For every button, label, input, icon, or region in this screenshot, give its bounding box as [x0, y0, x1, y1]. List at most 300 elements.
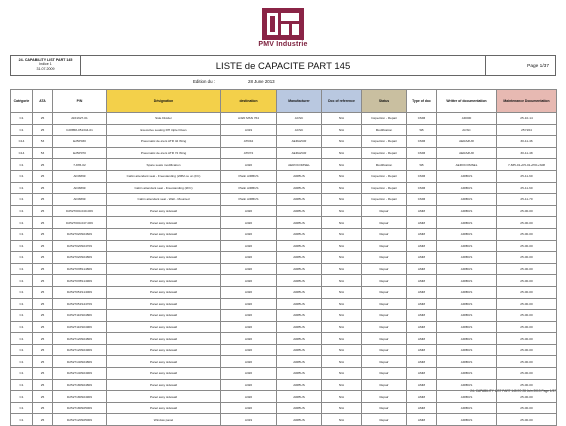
- cell-doc-type: CMM: [407, 182, 437, 194]
- table-row: [11, 205, 557, 217]
- cell-pn: 7-835-02: [53, 159, 107, 171]
- table-row: [11, 147, 557, 159]
- cell-doc-type: CMM: [407, 194, 437, 206]
- cell-status: Repair: [362, 298, 407, 310]
- cell-category: C1: [11, 368, 33, 380]
- cell-designation: Panel assy sidewall: [107, 310, 221, 322]
- cell-status: Repair: [362, 275, 407, 287]
- cell-manufacturer: AIRBUS: [277, 263, 322, 275]
- cell-doc-reference: N/A: [322, 414, 362, 426]
- cell-manufacturer: AIRBUS: [277, 240, 322, 252]
- cell-manufacturer: AIRBUS: [277, 298, 322, 310]
- cell-pn: D2527020S04709: [53, 240, 107, 252]
- cell-doc-writer: AIRBUS: [437, 252, 497, 264]
- cell-manufacturer: AIRBUS: [277, 194, 322, 206]
- pmv-logo-icon: [262, 8, 304, 40]
- cell-manufacturer: AIRBUS: [277, 356, 322, 368]
- cell-doc-writer: AIRBUS: [437, 356, 497, 368]
- cell-destination: Platin AIRBUS: [221, 170, 277, 182]
- cell-doc-reference: N/A: [322, 170, 362, 182]
- cell-doc-reference: N/A: [322, 159, 362, 171]
- cell-doc-reference: N/A: [322, 402, 362, 414]
- cell-doc-type: AMM: [407, 344, 437, 356]
- cell-ata: 25: [33, 414, 53, 426]
- cell-maintenance-doc: 25-00-00: [497, 344, 557, 356]
- cell-category: C1: [11, 113, 33, 125]
- cell-destination: A320: [221, 159, 277, 171]
- table-row: [11, 182, 557, 194]
- cell-destination: A320: [221, 368, 277, 380]
- cell-doc-writer: AIRBUS: [437, 391, 497, 403]
- document-title: LISTE de CAPACITE PART 145: [215, 61, 351, 72]
- cell-doc-reference: N/A: [322, 356, 362, 368]
- cell-category: C1: [11, 263, 33, 275]
- cell-destination: A320: [221, 344, 277, 356]
- cell-pn: D2527180S04809: [53, 379, 107, 391]
- cell-category: C1: [11, 170, 33, 182]
- cell-destination: A320: [221, 333, 277, 345]
- cell-doc-type: AMM: [407, 310, 437, 322]
- cell-manufacturer: AIRBUS: [277, 228, 322, 240]
- table-row: [11, 252, 557, 264]
- cell-destination: A320 MSN 764: [221, 113, 277, 125]
- cell-pn: C28858-051344-01: [53, 124, 107, 136]
- cell-ata: 25: [33, 286, 53, 298]
- cell-doc-writer: AIRBUS: [437, 402, 497, 414]
- cell-maintenance-doc: 25-00-00: [497, 263, 557, 275]
- cell-doc-writer: AIRBUS: [437, 240, 497, 252]
- cell-manufacturer: AIRBUS: [277, 391, 322, 403]
- cell-pn: E25P030: [53, 136, 107, 148]
- cell-doc-reference: N/A: [322, 252, 362, 264]
- cell-doc-reference: N/A: [322, 182, 362, 194]
- table-row: [11, 344, 557, 356]
- cell-ata: 25: [33, 275, 53, 287]
- cell-doc-reference: N/A: [322, 333, 362, 345]
- cell-maintenance-doc: 25-00-00: [497, 368, 557, 380]
- cell-designation: Cabin attendant seat - Freestanding (2FC): [107, 182, 221, 194]
- cell-ata: 25: [33, 124, 53, 136]
- cell-destination: A320: [221, 379, 277, 391]
- cell-designation: Panel assy sidewall: [107, 286, 221, 298]
- company-name: PMV Industrie: [258, 41, 308, 48]
- cell-designation: Pneumatic de-icers ATR 42 Wing: [107, 136, 221, 148]
- cell-doc-reference: N/A: [322, 263, 362, 275]
- cell-doc-type: CMM: [407, 147, 437, 159]
- cell-doc-reference: N/A: [322, 194, 362, 206]
- cell-manufacturer: AIRBUS: [277, 170, 322, 182]
- cell-status: Inspection - Repair: [362, 147, 407, 159]
- cell-doc-reference: N/A: [322, 298, 362, 310]
- cell-manufacturer: AIRBUS: [277, 414, 322, 426]
- cell-designation: Panel assy sidewall: [107, 252, 221, 264]
- table-row: [11, 136, 557, 148]
- company-logo: [262, 8, 304, 40]
- cell-category: C1: [11, 391, 33, 403]
- cell-status: Repair: [362, 252, 407, 264]
- cell-maintenance-doc: 25-00-00: [497, 286, 557, 298]
- cell-status: Inspection - Repair: [362, 136, 407, 148]
- cell-doc-reference: N/A: [322, 344, 362, 356]
- page-footer: 24- CAPABILITY LIST PART 145 E0 28 Juin 2013 Page 1/37: [470, 389, 556, 393]
- cell-category: C1: [11, 205, 33, 217]
- cell-manufacturer: AIRBUS: [277, 379, 322, 391]
- cell-manufacturer: ACSC: [277, 124, 322, 136]
- cell-ata: 25: [33, 182, 53, 194]
- cell-category: C1: [11, 344, 33, 356]
- cell-category: C14: [11, 147, 33, 159]
- cell-pn: D2527120S05009: [53, 414, 107, 426]
- cell-pn: D2527000-047-009: [53, 217, 107, 229]
- cell-status: Inspection - Repair: [362, 182, 407, 194]
- edition-date: 28 June 2013: [248, 79, 275, 84]
- table-row: [11, 286, 557, 298]
- cell-category: C1: [11, 286, 33, 298]
- cell-doc-type: AMM: [407, 414, 437, 426]
- cell-maintenance-doc: 7-835-01+K5-01+P01+S08: [497, 159, 557, 171]
- cell-ata: 25: [33, 379, 53, 391]
- cell-designation: Window panel: [107, 414, 221, 426]
- cell-doc-writer: AIRBUS: [437, 286, 497, 298]
- cell-doc-type: CMM: [407, 170, 437, 182]
- cell-destination: A320: [221, 298, 277, 310]
- cell-ata: 25: [33, 113, 53, 125]
- cell-category: C1: [11, 333, 33, 345]
- cell-designation: Panel assy sidewall: [107, 402, 221, 414]
- cell-doc-reference: N/A: [322, 240, 362, 252]
- cell-ata: 25: [33, 298, 53, 310]
- table-row: [11, 275, 557, 287]
- cell-pn: E25P070: [53, 147, 107, 159]
- cell-designation: Executive seating RH triple Divan: [107, 124, 221, 136]
- cell-category: C14: [11, 136, 33, 148]
- cell-maintenance-doc: 25-00-00: [497, 240, 557, 252]
- cell-doc-reference: N/A: [322, 368, 362, 380]
- cell-status: Repair: [362, 402, 407, 414]
- cell-status: Repair: [362, 286, 407, 298]
- cell-ata: 25: [33, 217, 53, 229]
- cell-designation: Cabin attendant seat - Wall - Mounted: [107, 194, 221, 206]
- cell-doc-writer: AIRBUS: [437, 275, 497, 287]
- cell-doc-writer: AIRBUS: [437, 368, 497, 380]
- cell-ata: 25: [33, 252, 53, 264]
- cell-pn: D2527120S04909: [53, 344, 107, 356]
- column-header-doc-writer: Writter of documentation: [437, 90, 497, 113]
- cell-status: Inspection - Repair: [362, 194, 407, 206]
- table-row: [11, 310, 557, 322]
- reference-date: 31.07.2009: [36, 66, 55, 71]
- cell-pn: D2527140S04909: [53, 368, 107, 380]
- cell-manufacturer: AIRBUS: [277, 217, 322, 229]
- cell-doc-type: AMM: [407, 252, 437, 264]
- cell-destination: A320: [221, 252, 277, 264]
- cell-ata: 25: [33, 356, 53, 368]
- cell-doc-reference: N/A: [322, 286, 362, 298]
- cell-category: C1: [11, 310, 33, 322]
- cell-designation: Panel assy sidewall: [107, 298, 221, 310]
- cell-destination: A320: [221, 356, 277, 368]
- page-number: Page 1/37: [485, 56, 555, 75]
- cell-doc-writer: AIRBUS: [437, 228, 497, 240]
- cell-doc-reference: N/A: [322, 379, 362, 391]
- cell-destination: ATR72: [221, 147, 277, 159]
- table-header-row: [11, 90, 557, 113]
- cell-doc-type: AMM: [407, 356, 437, 368]
- cell-maintenance-doc: 25-00-00: [497, 217, 557, 229]
- cell-doc-writer: AIRBUS: [437, 333, 497, 345]
- cell-doc-reference: N/A: [322, 228, 362, 240]
- cell-status: Repair: [362, 310, 407, 322]
- table-row: [11, 333, 557, 345]
- cell-pn: D2527000-040-009: [53, 205, 107, 217]
- cell-category: C1: [11, 124, 33, 136]
- cell-manufacturer: AERAZUR: [277, 136, 322, 148]
- cell-doc-writer: AIRBUS: [437, 344, 497, 356]
- cell-maintenance-doc: 25-00-00: [497, 333, 557, 345]
- cell-doc-writer: AIRBUS: [437, 182, 497, 194]
- cell-doc-writer: ACSC: [437, 124, 497, 136]
- cell-designation: Spare seats modification: [107, 159, 221, 171]
- cell-destination: Platin AIRBUS: [221, 194, 277, 206]
- cell-designation: Panel assy sidewall: [107, 275, 221, 287]
- cell-doc-type: CMM: [407, 113, 437, 125]
- cell-status: Repair: [362, 217, 407, 229]
- column-header-ata: ATA: [33, 90, 53, 113]
- cell-maintenance-doc: 25-00-00: [497, 356, 557, 368]
- cell-destination: A320: [221, 275, 277, 287]
- cell-maintenance-doc: 25-00-00: [497, 205, 557, 217]
- cell-ata: 25: [33, 205, 53, 217]
- cell-manufacturer: AIRBUS: [277, 321, 322, 333]
- cell-doc-type: AMM: [407, 379, 437, 391]
- cell-ata: 25: [33, 368, 53, 380]
- table-row: [11, 356, 557, 368]
- column-header-pn: P/N: [53, 90, 107, 113]
- cell-maintenance-doc: 25-11-70: [497, 194, 557, 206]
- cell-doc-reference: N/A: [322, 321, 362, 333]
- cell-doc-type: AMM: [407, 298, 437, 310]
- reference-title: 24- CAPABILITY LIST PART 145: [18, 58, 73, 62]
- cell-pn: D2527180S04909: [53, 391, 107, 403]
- cell-maintenance-doc: 25-11-60: [497, 182, 557, 194]
- table-row: [11, 298, 557, 310]
- cell-doc-writer: AERAZUR: [437, 147, 497, 159]
- cell-destination: Platin AIRBUS: [221, 182, 277, 194]
- cell-category: C1: [11, 356, 33, 368]
- cell-maintenance-doc: 25-00-00: [497, 379, 557, 391]
- cell-maintenance-doc: 25-11-60: [497, 170, 557, 182]
- cell-designation: Side Divider: [107, 113, 221, 125]
- cell-destination: A320: [221, 205, 277, 217]
- cell-pn: D2527035S14909: [53, 275, 107, 287]
- cell-doc-type: CMM: [407, 136, 437, 148]
- cell-status: Inspection - Repair: [362, 170, 407, 182]
- cell-destination: A319: [221, 124, 277, 136]
- cell-doc-reference: N/A: [322, 136, 362, 148]
- table-body: [11, 113, 557, 426]
- cell-manufacturer: AIRBUS: [277, 286, 322, 298]
- cell-doc-writer: AIRBUS: [437, 310, 497, 322]
- cell-category: C1: [11, 240, 33, 252]
- cell-status: Repair: [362, 321, 407, 333]
- cell-doc-type: AMM: [407, 228, 437, 240]
- cell-doc-writer: AIRBUS: [437, 217, 497, 229]
- cell-doc-writer: AD000: [437, 113, 497, 125]
- cell-doc-type: AMM: [407, 333, 437, 345]
- cell-designation: Cabin attendant seat - Freestanding (2MM ou un (FC): [107, 170, 221, 182]
- cell-maintenance-doc: 25-00-00: [497, 402, 557, 414]
- cell-destination: A320: [221, 263, 277, 275]
- cell-maintenance-doc: 25-00-00: [497, 275, 557, 287]
- cell-category: C1: [11, 321, 33, 333]
- cell-category: C1: [11, 275, 33, 287]
- cell-ata: 25: [33, 402, 53, 414]
- table-row: [11, 240, 557, 252]
- cell-designation: Panel assy sidewall: [107, 344, 221, 356]
- cell-doc-type: AMM: [407, 321, 437, 333]
- cell-doc-type: AMM: [407, 275, 437, 287]
- cell-pn: D2527051S14009: [53, 286, 107, 298]
- cell-doc-type: AMM: [407, 286, 437, 298]
- cell-status: Modification: [362, 124, 407, 136]
- cell-designation: Panel assy sidewall: [107, 240, 221, 252]
- cell-destination: A320: [221, 240, 277, 252]
- cell-pn: D2527120S04809: [53, 333, 107, 345]
- cell-designation: Panel assy sidewall: [107, 368, 221, 380]
- cell-status: Repair: [362, 205, 407, 217]
- cell-designation: Panel assy sidewall: [107, 321, 221, 333]
- cell-maintenance-doc: 25-00-00: [497, 228, 557, 240]
- cell-status: Repair: [362, 263, 407, 275]
- column-header-doc-reference: Doc of reference: [322, 90, 362, 113]
- cell-category: C1: [11, 402, 33, 414]
- cell-manufacturer: AIRBUS: [277, 310, 322, 322]
- cell-doc-writer: AIRBUS: [437, 170, 497, 182]
- cell-designation: Panel assy sidewall: [107, 263, 221, 275]
- cell-pn: D2527020S04809: [53, 252, 107, 264]
- cell-doc-type: SB: [407, 124, 437, 136]
- cell-status: Repair: [362, 414, 407, 426]
- cell-ata: 25: [33, 159, 53, 171]
- cell-ata: 25: [33, 263, 53, 275]
- cell-doc-writer: AIRBUS: [437, 205, 497, 217]
- cell-pn: D2527020S04609: [53, 228, 107, 240]
- column-header-destination: destination: [221, 90, 277, 113]
- cell-doc-type: AMM: [407, 263, 437, 275]
- cell-destination: ATR42: [221, 136, 277, 148]
- column-header-designation: Désignation: [107, 90, 221, 113]
- document-header: [10, 55, 556, 76]
- table-row: [11, 159, 557, 171]
- cell-ata: 53: [33, 147, 53, 159]
- cell-maintenance-doc: 25-00-00: [497, 298, 557, 310]
- cell-status: Repair: [362, 228, 407, 240]
- cell-status: Repair: [362, 379, 407, 391]
- cell-category: C1: [11, 159, 33, 171]
- cell-doc-writer: AIRBUS: [437, 194, 497, 206]
- cell-designation: Panel assy sidewall: [107, 217, 221, 229]
- cell-doc-writer: AIRBUS: [437, 321, 497, 333]
- cell-ata: 25: [33, 194, 53, 206]
- cell-designation: Panel assy sidewall: [107, 356, 221, 368]
- cell-doc-reference: N/A: [322, 147, 362, 159]
- cell-status: Repair: [362, 333, 407, 345]
- cell-pn: D2527140S04809: [53, 356, 107, 368]
- cell-pn: D2527110S04809: [53, 310, 107, 322]
- cell-destination: A320: [221, 286, 277, 298]
- cell-manufacturer: AIRBUS: [277, 252, 322, 264]
- table-row: [11, 228, 557, 240]
- cell-pn: D2527051S44709: [53, 298, 107, 310]
- table-row: [11, 263, 557, 275]
- cell-destination: A320: [221, 310, 277, 322]
- cell-doc-reference: N/A: [322, 124, 362, 136]
- cell-doc-writer: AIRBUS: [437, 414, 497, 426]
- cell-ata: 53: [33, 136, 53, 148]
- cell-maintenance-doc: 30-11-46: [497, 136, 557, 148]
- cell-maintenance-doc: 25-00-00: [497, 252, 557, 264]
- table-row: [11, 217, 557, 229]
- cell-manufacturer: ACSC: [277, 113, 322, 125]
- cell-doc-reference: N/A: [322, 275, 362, 287]
- cell-doc-writer: AIRBUS: [437, 379, 497, 391]
- cell-manufacturer: AIRBUS: [277, 182, 322, 194]
- cell-doc-reference: N/A: [322, 391, 362, 403]
- cell-ata: 25: [33, 228, 53, 240]
- cell-category: C1: [11, 414, 33, 426]
- table-row: [11, 124, 557, 136]
- cell-doc-writer: AIRBUS: [437, 298, 497, 310]
- cell-pn: ADI3899: [53, 194, 107, 206]
- cell-pn: D2527035S14809: [53, 263, 107, 275]
- cell-designation: Panel assy sidewall: [107, 379, 221, 391]
- cell-destination: A319: [221, 414, 277, 426]
- cell-maintenance-doc: 25-00-00: [497, 321, 557, 333]
- cell-manufacturer: AIRBUS: [277, 275, 322, 287]
- cell-status: Repair: [362, 356, 407, 368]
- cell-status: Inspection - Repair: [362, 113, 407, 125]
- cell-status: Modification: [362, 159, 407, 171]
- document-reference: [11, 56, 81, 75]
- cell-maintenance-doc: 25-00-00: [497, 310, 557, 322]
- cell-doc-writer: AERAZUR: [437, 136, 497, 148]
- cell-ata: 25: [33, 333, 53, 345]
- capability-table: [10, 89, 557, 426]
- column-header-status: Status: [362, 90, 407, 113]
- table-row: [11, 368, 557, 380]
- column-header-maintenance-doc: Maintenance Documentation: [497, 90, 557, 113]
- cell-doc-type: AMM: [407, 391, 437, 403]
- table-row: [11, 170, 557, 182]
- cell-manufacturer: AEROCOMSEL: [277, 159, 322, 171]
- cell-category: C1: [11, 252, 33, 264]
- cell-manufacturer: AIRBUS: [277, 333, 322, 345]
- cell-manufacturer: AERAZUR: [277, 147, 322, 159]
- edition-label: Edition du :: [193, 79, 215, 84]
- cell-designation: Panel assy sidewall: [107, 228, 221, 240]
- column-header-category: Catégorie: [11, 90, 33, 113]
- cell-pn: ADI3899: [53, 182, 107, 194]
- cell-doc-type: AMM: [407, 205, 437, 217]
- cell-doc-reference: N/A: [322, 205, 362, 217]
- cell-pn: ADI1627-01: [53, 113, 107, 125]
- cell-ata: 25: [33, 391, 53, 403]
- cell-category: C1: [11, 194, 33, 206]
- cell-status: Repair: [362, 368, 407, 380]
- cell-pn: D2527110S04909: [53, 321, 107, 333]
- cell-destination: A320: [221, 321, 277, 333]
- table-row: [11, 113, 557, 125]
